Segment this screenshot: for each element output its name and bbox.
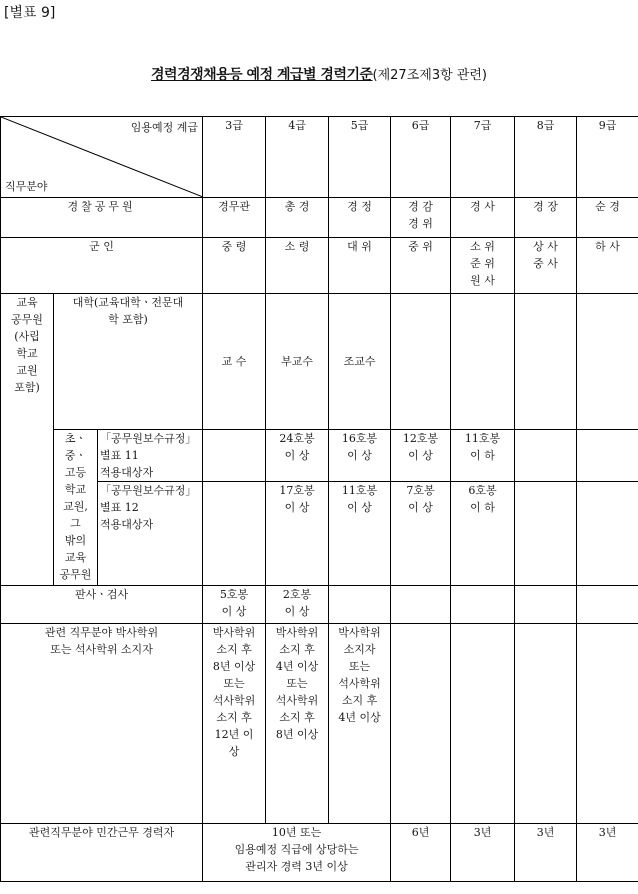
police-grade-7: 경 사 — [451, 198, 515, 238]
private-career-row — [1, 824, 638, 882]
table12-grade-4: 17호봉 이 상 — [266, 482, 329, 586]
university-grade-8 — [515, 294, 577, 430]
grade-5-header: 5급 — [329, 117, 391, 198]
degree-grade-4: 박사학위 소지 후 4년 이상 또는 석사학위 소지 후 8년 이상 — [266, 624, 329, 824]
grade-8-header: 8급 — [515, 117, 577, 198]
table11-grade-7: 11호봉 이 하 — [451, 430, 515, 482]
grade-4-header: 4급 — [266, 117, 329, 198]
military-row — [1, 238, 638, 294]
table11-grade-4: 24호봉 이 상 — [266, 430, 329, 482]
judge-row — [1, 586, 638, 624]
police-grade-6: 경 감 경 위 — [391, 198, 451, 238]
diagonal-header-cell — [1, 117, 203, 198]
degree-grade-6 — [391, 624, 451, 824]
judge-grade-9 — [577, 586, 638, 624]
table12-grade-8 — [515, 482, 577, 586]
table11-grade-8 — [515, 430, 577, 482]
grade-9-header: 9급 — [577, 117, 638, 198]
judge-grade-7 — [451, 586, 515, 624]
document-title-note: (제27조제3항 관련) — [372, 68, 487, 83]
police-grade-5: 경 정 — [329, 198, 391, 238]
judge-grade-3: 5호봉 이 상 — [203, 586, 266, 624]
university-row — [1, 294, 638, 430]
appendix-tag: [별표 9] — [4, 5, 56, 21]
university-grade-6 — [391, 294, 451, 430]
military-grade-6: 중 위 — [391, 238, 451, 294]
judge-label: 판사ㆍ검사 — [1, 586, 203, 624]
career-criteria-table — [0, 116, 638, 882]
private-career-grade-6: 6년 — [391, 824, 451, 882]
military-grade-7: 소 위 준 위 원 사 — [451, 238, 515, 294]
table12-label: 「공무원보수규정」 별표 12 적용대상자 — [98, 482, 203, 586]
military-grade-3: 중 령 — [203, 238, 266, 294]
table11-grade-5: 16호봉 이 상 — [329, 430, 391, 482]
police-grade-4: 총 경 — [266, 198, 329, 238]
table11-label: 「공무원보수규정」 별표 11 적용대상자 — [98, 430, 203, 482]
police-row — [1, 198, 638, 238]
judge-grade-8 — [515, 586, 577, 624]
judge-grade-5 — [329, 586, 391, 624]
grade-7-header: 7급 — [451, 117, 515, 198]
table12-grade-9 — [577, 482, 638, 586]
private-career-label: 관련직무분야 민간근무 경력자 — [1, 824, 203, 882]
university-grade-5: 조교수 — [329, 294, 391, 430]
grade-3-header: 3급 — [203, 117, 266, 198]
degree-grade-7 — [451, 624, 515, 824]
table12-grade-5: 11호봉 이 상 — [329, 482, 391, 586]
military-grade-5: 대 위 — [329, 238, 391, 294]
table12-grade-3 — [203, 482, 266, 586]
table11-row — [1, 430, 638, 482]
degree-grade-3: 박사학위 소지 후 8년 이상 또는 석사학위 소지 후 12년 이 상 — [203, 624, 266, 824]
degree-grade-8 — [515, 624, 577, 824]
document-title-block — [0, 64, 638, 84]
table11-grade-6: 12호봉 이 상 — [391, 430, 451, 482]
degree-label: 관련 직무분야 박사학위 또는 석사학위 소지자 — [1, 624, 203, 824]
degree-grade-5: 박사학위 소지자 또는 석사학위 소지 후 4년 이상 — [329, 624, 391, 824]
military-label: 군 인 — [1, 238, 203, 294]
university-label: 대학(교육대학ㆍ전문대 학 포함) — [54, 294, 203, 430]
judge-grade-4: 2호봉 이 상 — [266, 586, 329, 624]
private-career-grade-8: 3년 — [515, 824, 577, 882]
university-grade-7 — [451, 294, 515, 430]
table12-grade-7: 6호봉 이 하 — [451, 482, 515, 586]
private-career-grade-9: 3년 — [577, 824, 638, 882]
police-label: 경찰공무원 — [1, 198, 203, 238]
header-row — [1, 117, 638, 198]
document-title: 경력경쟁채용등 예정 계급별 경력기준 — [151, 67, 373, 83]
military-grade-4: 소 령 — [266, 238, 329, 294]
grade-6-header: 6급 — [391, 117, 451, 198]
military-grade-8: 상 사 중 사 — [515, 238, 577, 294]
police-grade-3: 경무관 — [203, 198, 266, 238]
private-career-grade-3-5: 10년 또는 임용예정 직급에 상당하는 관리자 경력 3년 이상 — [203, 824, 391, 882]
table11-grade-3 — [203, 430, 266, 482]
grade-axis-label: 임용예정 계급 — [130, 121, 199, 134]
private-career-grade-7: 3년 — [451, 824, 515, 882]
police-grade-9: 순 경 — [577, 198, 638, 238]
degree-grade-9 — [577, 624, 638, 824]
university-grade-4: 부교수 — [266, 294, 329, 430]
judge-grade-6 — [391, 586, 451, 624]
university-grade-3: 교 수 — [203, 294, 266, 430]
education-group-label: 교육 공무원 (사립 학교 교원 포함) — [1, 294, 54, 586]
school-group-label: 초ㆍ 중ㆍ 고등 학교 교원, 그 밖의 교육 공무원 — [54, 430, 98, 586]
table12-grade-6: 7호봉 이 상 — [391, 482, 451, 586]
military-grade-9: 하 사 — [577, 238, 638, 294]
field-axis-label: 직무분야 — [5, 180, 48, 193]
table11-grade-9 — [577, 430, 638, 482]
university-grade-9 — [577, 294, 638, 430]
police-grade-8: 경 장 — [515, 198, 577, 238]
degree-row — [1, 624, 638, 824]
